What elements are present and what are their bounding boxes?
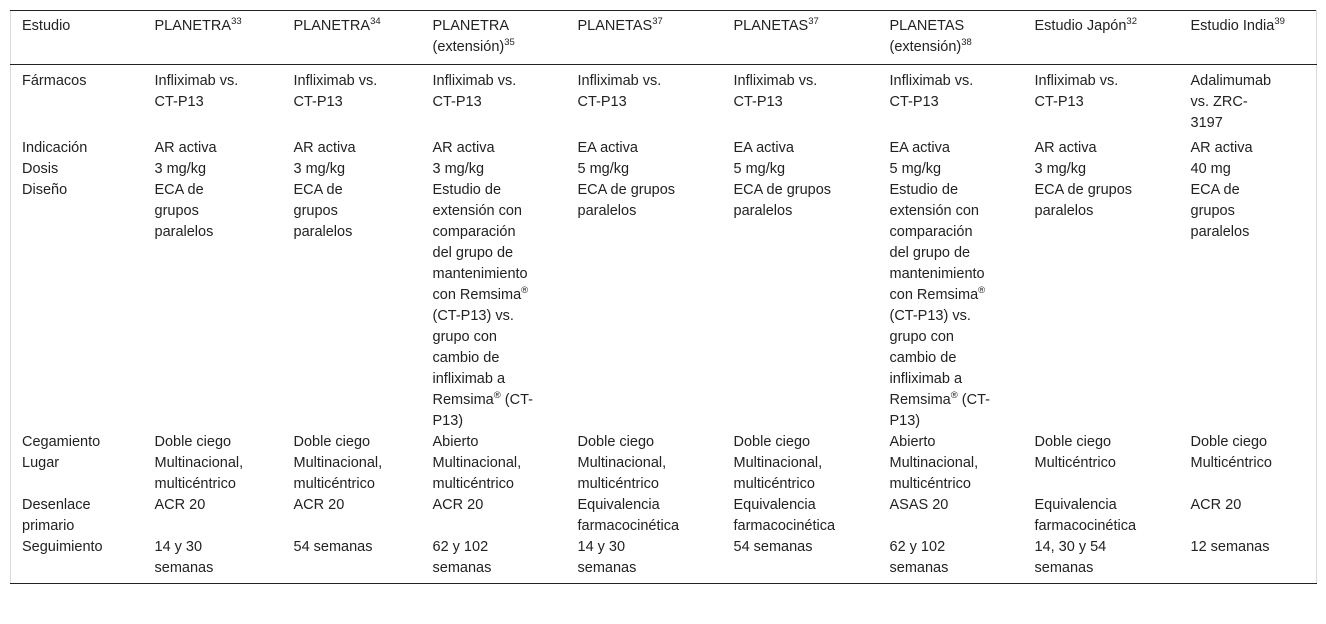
- table-cell: AR activa: [1190, 140, 1253, 156]
- table-cell: 3 mg/kg: [1034, 161, 1087, 177]
- table-row: [11, 537, 1317, 584]
- table-container: [10, 10, 1316, 584]
- table-cell: Multinacional, multicéntrico: [889, 455, 979, 492]
- table-cell: 12 semanas: [1190, 539, 1270, 555]
- table-cell: ACR 20: [1190, 497, 1242, 513]
- header-cell: Estudio India$^{39}$: [1180, 11, 1317, 65]
- table-cell: 5 mg/kg: [889, 161, 942, 177]
- table-cell: 54 semanas: [733, 539, 813, 555]
- table-cell: ECA de grupos paralelos: [733, 182, 832, 219]
- row-label: Diseño: [22, 182, 68, 198]
- table-cell: Infliximab vs. CT-P13: [1034, 73, 1119, 110]
- table-cell: Multicéntrico: [1190, 455, 1272, 471]
- table-cell: 54 semanas: [293, 539, 373, 555]
- table-cell: Infliximab vs. CT-P13: [154, 73, 239, 110]
- row-label: Lugar: [22, 455, 60, 471]
- header-row: [11, 11, 1317, 65]
- table-cell: Equivalencia farmacocinética: [733, 497, 836, 534]
- table-cell: 3 mg/kg: [154, 161, 207, 177]
- table-cell: ACR 20: [432, 497, 484, 513]
- header-cell: Estudio Japón$^{32}$: [1024, 11, 1180, 65]
- table-cell: ECA de grupos paralelos: [1190, 182, 1250, 240]
- table-cell: Doble ciego: [1034, 434, 1112, 450]
- row-label: Fármacos: [22, 73, 87, 89]
- table-cell: Doble ciego: [154, 434, 232, 450]
- table-cell: EA activa: [889, 140, 950, 156]
- table-cell: 3 mg/kg: [293, 161, 346, 177]
- table-cell: 14 y 30 semanas: [154, 539, 214, 576]
- table-cell: EA activa: [577, 140, 638, 156]
- table-cell: Abierto: [432, 434, 479, 450]
- table-cell: ACR 20: [293, 497, 345, 513]
- table-row: [11, 432, 1317, 453]
- header-cell: PLANETAS$^{37}$: [567, 11, 723, 65]
- header-cell: PLANETRA (extensión)$^{35}$: [422, 11, 567, 65]
- table-cell: Estudio de extensión con comparación del grupo de mantenimiento con Remsima® (CT-P13) vs. grupo con cambio de infliximab a Remsima® (CT-P13): [889, 182, 990, 429]
- table-cell: ECA de grupos paralelos: [1034, 182, 1133, 219]
- header-cell: PLANETAS$^{37}$: [723, 11, 879, 65]
- table-cell: Multinacional, multicéntrico: [154, 455, 244, 492]
- table-cell: 3 mg/kg: [432, 161, 485, 177]
- table-cell: ACR 20: [154, 497, 206, 513]
- row-label: Desenlace primario: [22, 497, 91, 534]
- row-label: Indicación: [22, 140, 88, 156]
- table-cell: Abierto: [889, 434, 936, 450]
- table-cell: ASAS 20: [889, 497, 949, 513]
- table-cell: 62 y 102 semanas: [889, 539, 949, 576]
- table-cell: Equivalencia farmacocinética: [577, 497, 680, 534]
- studies-table: [10, 10, 1317, 584]
- table-cell: EA activa: [733, 140, 794, 156]
- table-cell: Multinacional, multicéntrico: [293, 455, 383, 492]
- table-row: [11, 453, 1317, 495]
- table-cell: Multinacional, multicéntrico: [432, 455, 522, 492]
- table-cell: ECA de grupos paralelos: [293, 182, 353, 240]
- table-row: [11, 138, 1317, 159]
- table-cell: AR activa: [293, 140, 356, 156]
- table-cell: 62 y 102 semanas: [432, 539, 492, 576]
- row-label: Dosis: [22, 161, 59, 177]
- table-cell: Infliximab vs. CT-P13: [889, 73, 974, 110]
- table-cell: Equivalencia farmacocinética: [1034, 497, 1137, 534]
- table-cell: Infliximab vs. CT-P13: [293, 73, 378, 110]
- table-cell: Doble ciego: [1190, 434, 1268, 450]
- header-cell: Estudio: [11, 11, 144, 65]
- table-cell: AR activa: [1034, 140, 1097, 156]
- table-cell: Doble ciego: [293, 434, 371, 450]
- table-row: [11, 65, 1317, 139]
- table-cell: 40 mg: [1190, 161, 1231, 177]
- table-cell: AR activa: [432, 140, 495, 156]
- table-cell: Multicéntrico: [1034, 455, 1116, 471]
- table-cell: 5 mg/kg: [577, 161, 630, 177]
- table-cell: ECA de grupos paralelos: [154, 182, 214, 240]
- header-cell: PLANETRA$^{34}$: [283, 11, 422, 65]
- table-cell: Doble ciego: [733, 434, 811, 450]
- table-cell: Adalimumab vs. ZRC-3197: [1190, 73, 1272, 131]
- table-cell: Doble ciego: [577, 434, 655, 450]
- table-cell: 5 mg/kg: [733, 161, 786, 177]
- table-row: [11, 180, 1317, 432]
- table-cell: Infliximab vs. CT-P13: [432, 73, 517, 110]
- table-cell: Infliximab vs. CT-P13: [577, 73, 662, 110]
- table-cell: AR activa: [154, 140, 217, 156]
- table-row: [11, 495, 1317, 537]
- table-row: [11, 159, 1317, 180]
- row-label: Seguimiento: [22, 539, 103, 555]
- table-cell: 14 y 30 semanas: [577, 539, 637, 576]
- row-label: Cegamiento: [22, 434, 101, 450]
- table-cell: ECA de grupos paralelos: [577, 182, 676, 219]
- table-cell: Multinacional, multicéntrico: [577, 455, 667, 492]
- table-body: [11, 65, 1317, 584]
- header-cell: PLANETRA$^{33}$: [144, 11, 283, 65]
- header-cell: PLANETAS (extensión)$^{38}$: [879, 11, 1024, 65]
- table-cell: 14, 30 y 54 semanas: [1034, 539, 1107, 576]
- table-cell: Estudio de extensión con comparación del grupo de mantenimiento con Remsima® (CT-P13) vs. grupo con cambio de infliximab a Remsima® (CT-P13): [432, 182, 533, 429]
- table-header: [11, 11, 1317, 65]
- table-cell: Multinacional, multicéntrico: [733, 455, 823, 492]
- table-cell: Infliximab vs. CT-P13: [733, 73, 818, 110]
